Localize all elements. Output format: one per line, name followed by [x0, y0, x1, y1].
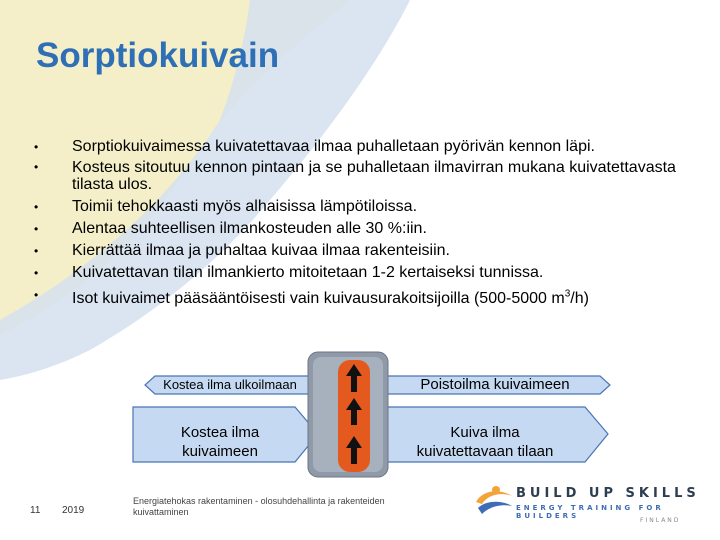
label-wet-in-line2: kuivaimeen [182, 443, 258, 460]
bullet-item [28, 137, 688, 157]
build-up-skills-logo [470, 480, 710, 530]
bullet-dot: • [34, 222, 39, 236]
logo-sub-text: ENERGY TRAINING FOR BUILDERS [516, 504, 664, 520]
label-dry-out [390, 423, 580, 461]
bullet-text: Sorptiokuivaimessa kuivatettavaa ilmaa puhalletaan pyörivän kennon läpi. [72, 138, 595, 155]
bullet-text: Alentaa suhteellisen ilmankosteuden alle 30 %:iin. [72, 220, 427, 237]
bullet-item [28, 285, 688, 309]
footer-year: 2019 [62, 505, 85, 516]
bullet-item [28, 263, 688, 283]
bullet-item [28, 159, 688, 193]
logo-country-text: FINLAND [640, 517, 681, 524]
bullet-dot: • [34, 244, 39, 258]
bullet-item [28, 219, 688, 239]
logo-swoosh-icon [472, 482, 516, 522]
bullet-text [72, 290, 589, 307]
bullet-text: Kierrättää ilmaa ja puhaltaa kuivaa ilmaa rakenteisiin. [72, 242, 450, 259]
bullet-item [28, 241, 688, 261]
dehumidifier-diagram [0, 340, 720, 480]
bullet-text: Toimii tehokkaasti myös alhaisissa lämpötiloissa. [72, 198, 418, 215]
label-wet-in-line1: Kostea ilma [180, 424, 260, 441]
footer-text: Energiatehokas rakentaminen - olosuhdehallinta ja rakenteiden kuivattaminen [133, 496, 385, 517]
superscript: 3 [564, 289, 571, 300]
logo-main-text: BUILD UP SKILLS [516, 486, 700, 501]
bullet-item [28, 197, 688, 217]
label-dry-out-line1: Kuiva ilma [450, 424, 520, 441]
bullet-dot: • [34, 266, 39, 280]
label-exhaust: Poistoilma kuivaimeen [420, 376, 570, 393]
bullet-dot: • [34, 200, 39, 214]
bullet-list [28, 137, 688, 311]
bullet-dot: • [34, 140, 39, 154]
label-to-outside: Kostea ilma ulkoilmaan [163, 377, 297, 392]
label-dry-out-line2: kuivatettavaan tilaan [416, 443, 554, 460]
bullet-text-main: Isot kuivaimet pääsääntöisesti vain kuivausurakoitsijoilla (500-5000 m [72, 290, 565, 308]
label-wet-in [140, 423, 300, 461]
bullet-text: Kuivatettavan tilan ilmankierto mitoitetaan 1-2 kertaiseksi tunnissa. [72, 264, 544, 281]
bullet-dot: • [34, 288, 39, 302]
bullet-dot: • [34, 160, 39, 174]
bullet-text: Kosteus sitoutuu kennon pintaan ja se puhalletaan ilmavirran mukana kuivatettavasta tilasta ulos. [72, 159, 676, 193]
page-number: 11 [30, 505, 41, 516]
bullet-text-end: /h) [570, 290, 589, 308]
slide-title: Sorptiokuivain [36, 36, 280, 75]
